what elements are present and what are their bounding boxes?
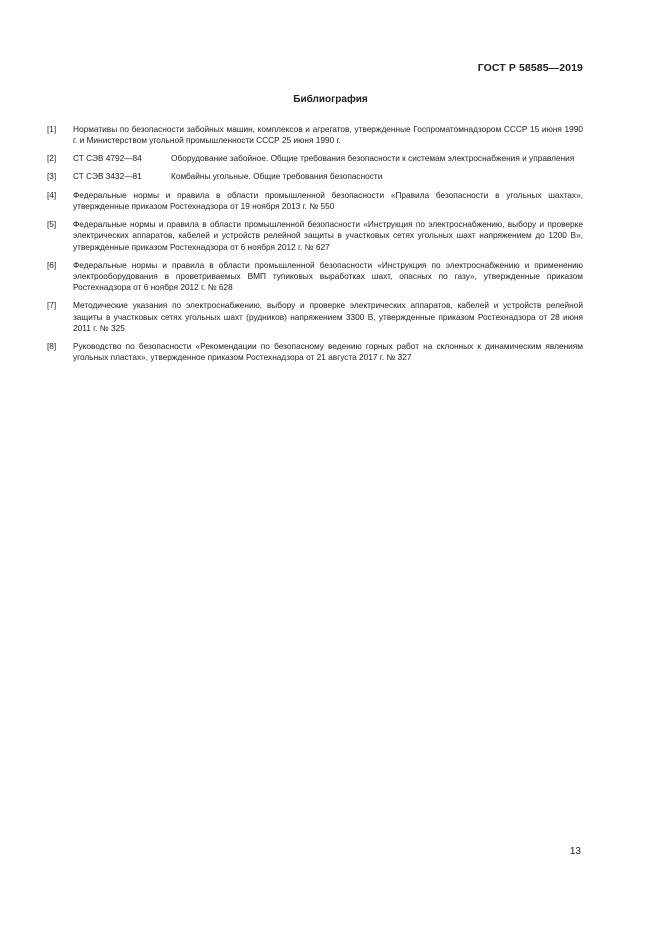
- bibliography-entry: [47, 171, 583, 182]
- bibliography-list: [47, 124, 583, 370]
- bibliography-entry: [47, 260, 583, 294]
- entry-number: [5]: [47, 218, 57, 229]
- bibliography-entry: [47, 190, 583, 213]
- entry-number: [3]: [47, 171, 57, 182]
- entry-standard-code: СТ СЭВ 4792—84: [73, 153, 142, 164]
- bibliography-entry: [47, 153, 583, 164]
- page-number: 13: [569, 846, 581, 857]
- entry-text: Руководство по безопасности «Рекомендации по безопасному ведению горных работ на склонных к динамическим явлениям угольных пластах», утвержденное приказом Ростехнадзора от 21 августа 2017 г. № 327: [73, 341, 583, 363]
- entry-number: [2]: [47, 153, 57, 164]
- entry-text: Федеральные нормы и правила в области промышленной безопасности «Правила безопасности в угольных шахтах», утвержденные приказом Ростехнадзора от 19 ноября 2013 г. № 550: [73, 189, 583, 211]
- entry-text: Федеральные нормы и правила в области промышленной безопасности «Инструкция по электроснабжению и применению электрооборудования в проветриваемых ВМП тупиковых выработках шахт, опасных по газу», утвержденные приказом Ростехнадзора от 6 ноября 2012 г. № 628: [73, 259, 583, 293]
- entry-number: [6]: [47, 259, 57, 270]
- bibliography-entry: [47, 219, 583, 253]
- entry-number: [1]: [47, 124, 57, 134]
- entry-text: Оборудование забойное. Общие требования безопасности к системам электроснабжения и управления: [171, 153, 575, 164]
- entry-text: Комбайны угольные. Общие требования безопасности: [171, 171, 383, 182]
- bibliography-entry: [47, 341, 583, 364]
- entry-number: [4]: [47, 189, 57, 200]
- entry-text: Методические указания по электроснабжению, выбору и проверке электрических аппаратов, кабелей и устройств релейной защиты в участковых сетях угольных шахт (рудников) напряжением 3300 В, утвержденные приказом Ростехнадзора от 28 июня 2011 г. № 325: [73, 300, 583, 333]
- entry-text: Нормативы по безопасности забойных машин, комплексов и агрегатов, утвержденные Госпроматомнадзором СССР 15 июня 1990 г. и Министерством угольной промышленности СССР 25 июня 1990 г.: [73, 124, 583, 146]
- bibliography-entry: [47, 300, 583, 334]
- entry-text: Федеральные нормы и правила в области промышленной безопасности «Инструкция по электроснабжению, выбору и проверке электрических аппаратов, кабелей и устройств релейной защиты в участковых сетях угольных шахт напряжением до 1200 В», утвержденные приказом Ростехнадзора от 6 ноября 2012 г. № 627: [73, 218, 583, 252]
- entry-standard-code: СТ СЭВ 3432—81: [73, 171, 142, 182]
- bibliography-entry: [47, 124, 583, 147]
- entry-number: [8]: [47, 341, 57, 352]
- section-title: Библиография: [293, 94, 368, 105]
- document-code: ГОСТ Р 58585—2019: [477, 62, 583, 74]
- entry-number: [7]: [47, 300, 57, 311]
